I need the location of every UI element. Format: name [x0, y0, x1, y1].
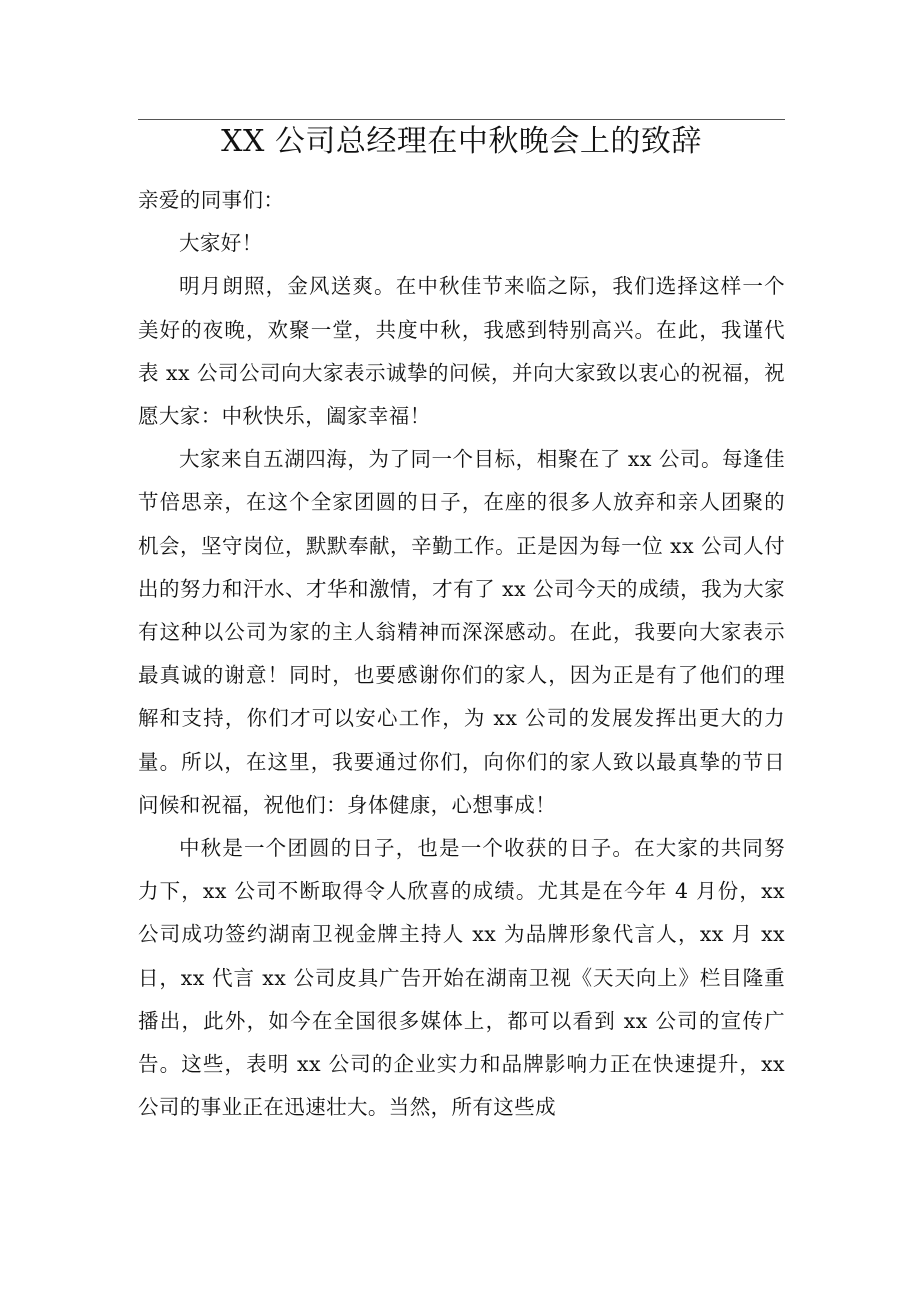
paragraph: 大家来自五湖四海，为了同一个目标，相聚在了 xx 公司。每逢佳节倍思亲，在这个全家团圆的日子，在座的很多人放弃和亲人团聚的机会，坚守岗位，默默奉献，辛勤工作。正是因为每一位 xx 公司人付出的努力和汗水、才华和激情，才有了 xx 公司今天的成绩，我为大家有这种以公司为家的主人翁精神而深深感动。在此，我要向大家表示最真诚的谢意！同时，也要感谢你们的家人，因为正是有了他们的理解和支持，你们才可以安心工作，为 xx 公司的发展发挥出更大的力量。所以，在这里，我要通过你们，向你们的家人致以最真挚的节日问候和祝福，祝他们：身体健康，心想事成！	[138, 447, 785, 817]
greeting: 大家好！	[179, 231, 263, 256]
paragraph: 明月朗照，金风送爽。在中秋佳节来临之际，我们选择这样一个美好的夜晚，欢聚一堂，共度中秋，我感到特别高兴。在此，我谨代表 xx 公司公司向大家表示诚挚的问候，并向大家致以衷心的祝福，祝愿大家：中秋快乐，阖家幸福！	[138, 274, 785, 429]
document-title: XX 公司总经理在中秋晚会上的致辞	[221, 124, 702, 159]
paragraph: 中秋是一个团圆的日子，也是一个收获的日子。在大家的共同努力下，xx 公司不断取得令人欣喜的成绩。尤其是在今年 4 月份，xx 公司成功签约湖南卫视金牌主持人 xx 为品牌形象代言人，xx 月 xx 日，xx 代言 xx 公司皮具广告开始在湖南卫视《天天向上》栏目隆重播出，此外，如今在全国很多媒体上，都可以看到 xx 公司的宣传广告。这些，表明 xx 公司的企业实力和品牌影响力正在快速提升，xx 公司的事业正在迅速壮大。当然，所有这些成	[138, 836, 785, 1120]
document-body	[138, 179, 785, 1129]
salutation: 亲爱的同事们：	[138, 188, 285, 212]
